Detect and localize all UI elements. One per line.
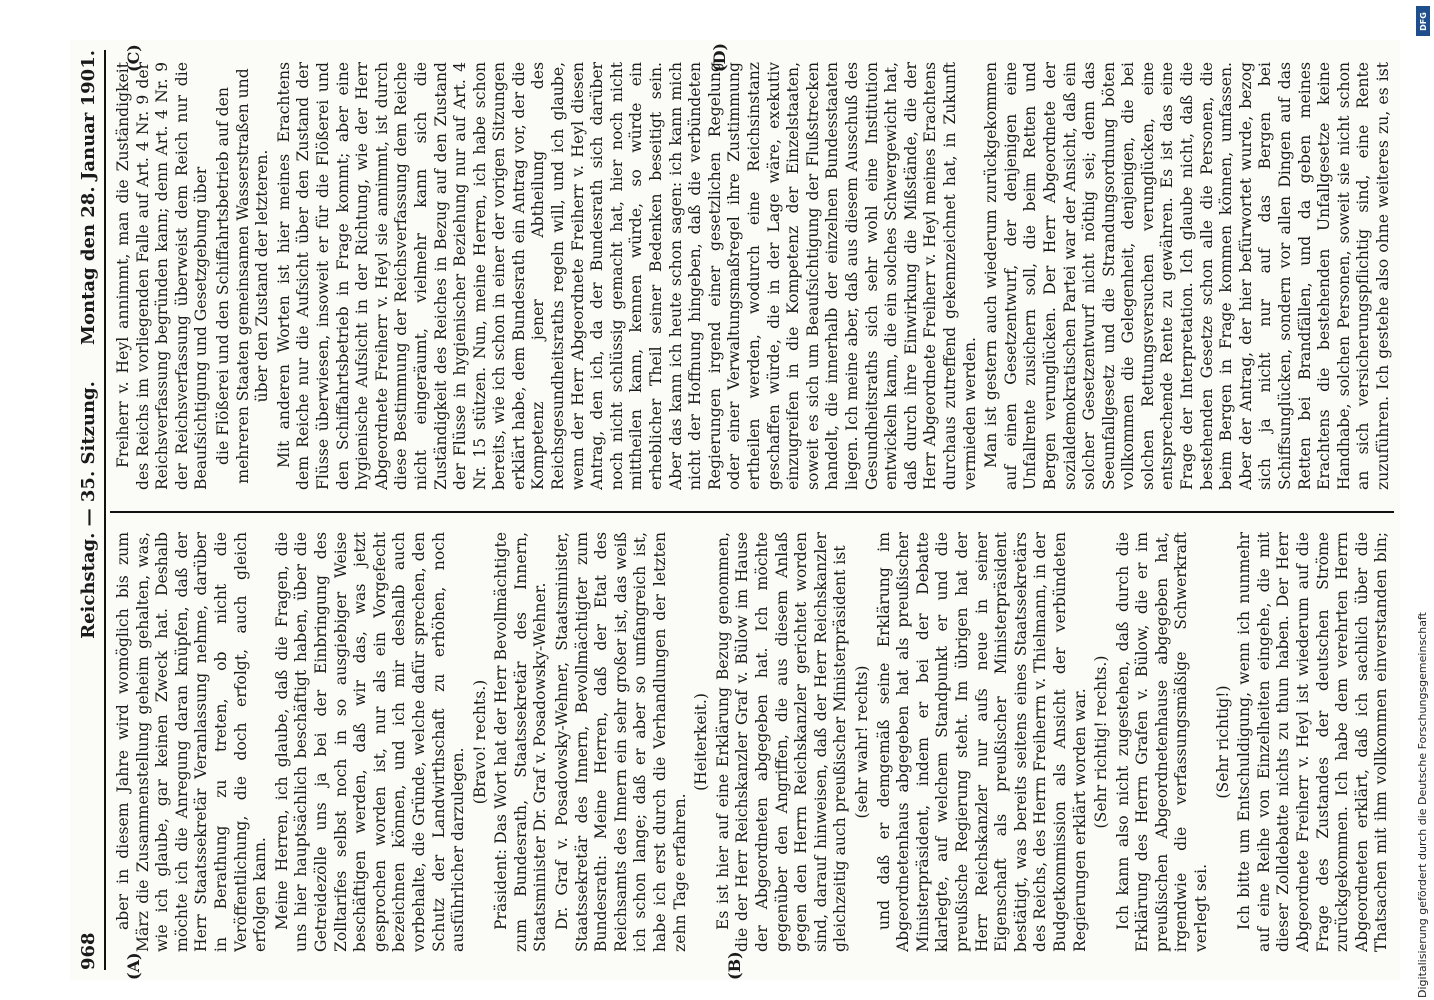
margin-mark-c: (C) (124, 44, 143, 72)
digitization-credit: Digitalisierung gefördert durch die Deutsche Forschungsgemeinschaft (1416, 612, 1429, 998)
dfg-logo: DFG (1416, 6, 1430, 36)
left-column (114, 532, 1392, 952)
paragraph: aber in diesem Jahre wird womöglich bis zum März die Zusammenstellung geheim gehalten, was, wie ich glaube, gar keinen Zweck hat. Deshalb möchte ich die Anregung daran knüpfen, daß der Herr Staatssekretär Veranlassung nehme, darüber in Berathung zu treten, ob nicht die Veröffentlichung, die doch erfolgt, auch gleich erfolgen kann. (114, 532, 270, 952)
right-column (114, 62, 1392, 490)
margin-mark-a: (A) (124, 952, 143, 980)
document-page (70, 40, 1400, 980)
paragraph: Man ist gestern auch wiederum zurückgekommen auf einen Gesetzentwurf, der denjenigen eine Unfallrente zusichern soll, die beim Retten und Bergen verunglücken. Der Herr Abgeordnete der sozialdemokratischen Partei war der Ansicht, daß ein solcher Gesetzentwurf nicht nöthig sei; denn das Seeunfallgesetz und die Strandungsordnung böten vollkommen die Gelegenheit, denjenigen, die bei solchen Rettungsversuchen verunglücken, eine entsprechende Rente zu gewähren. Es ist das eine Frage der Interpretation. Ich glaube nicht, daß die bestehenden Gesetze schon alle die Personen, die beim Bergen in Frage kommen können, umfassen. Aber der Antrag, der hier befürwortet wurde, bezog sich ja nicht nur auf das Bergen bei Schiffsunglücken, sondern vor allen Dingen auf das Retten bei Brandfällen, und da geben meines Erachtens die bestehenden Unfallgesetze keine Handhabe, solchen Personen, soweit sie nicht schon an sich versicherungspflichtig sind, eine Rente zuzuführen. Ich gestehe also ohne weiteres zu, es ist (982, 62, 1392, 490)
interjection: (Sehr richtig!) (1213, 685, 1232, 799)
page-header (74, 50, 106, 970)
paragraph: Meine Herren, ich glaube, daß die Fragen, die uns hier hauptsächlich beschäftigt haben, über die Getreidezölle uns ja bei der Einbringung des Zolltarifes selbst noch in so ausgiebiger Weise beschäftigen werden, daß wir das, was jetzt gesprochen worden ist, nur als ein Vorgefecht bezeichnen können, und ich mir deshalb auch vorbehalte, die Gründe, welche dafür sprechen, den Schutz der Landwirthschaft zu erhöhen, noch ausführlicher darzulegen. (272, 532, 468, 952)
quotation: die Flößerei und den Schiffahrtsbetrieb auf den mehreren Staaten gemeinsamen Wasserstraßen und über den Zustand der letzteren. (213, 68, 272, 484)
column-divider (110, 511, 1394, 513)
paragraph: Präsident: Das Wort hat der Herr Bevollmächtigte zum Bundesrath, Staatssekretär des Innern, Staatsminister Dr. Graf v. Posadowsky-Wehner. (492, 532, 550, 952)
paragraph: Es ist hier auf eine Erklärung Bezug genommen, die der Herr Reichskanzler Graf v. Bülow im Hause der Abgeordneten abgegeben hat. Ich möchte gegenüber den Angriffen, die aus diesem Anlaß gegen den Herrn Reichskanzler gerichtet worden sind, darauf hinweisen, daß der Herr Reichskanzler gleichzeitig auch preußischer Ministerpräsident ist (713, 532, 850, 952)
margin-mark-b: (B) (725, 951, 744, 980)
interjection: (sehr wahr! rechts) (852, 665, 871, 819)
interjection: (Bravo! rechts.) (470, 679, 489, 805)
interjection: (Heiterkeit.) (692, 693, 711, 791)
session-date: Montag den 28. Januar 1901. (78, 50, 99, 345)
page-title: Reichstag. — 35. Sitzung. (78, 381, 99, 639)
paragraph: Ich bitte um Entschuldigung, wenn ich nunmehr auf eine Reihe von Einzelheiten eingehe, die mit dieser Zolldebatte nichts zu thun haben. Der Herr Abgeordnete Freiherr v. Heyl ist wiederum auf die Frage des Zustandes der deutschen Ströme zurückgekommen. Ich habe dem verehrten Herrn Abgeordneten erklärt, daß ich sachlich über die Thatsachen mit ihm vollkommen einverstanden bin; (1235, 532, 1391, 952)
margin-mark-d: (D) (710, 42, 729, 72)
paragraph: Ich kann also nicht zugestehen, daß durch die Erklärung des Herrn Grafen v. Bülow, die er im preußischen Abgeordnetenhause abgegeben hat, irgendwie die verfassungsmäßige Schwerkraft verlegt sei. (1113, 532, 1211, 952)
page-number: 968 (78, 932, 99, 970)
paragraph: und daß er demgemäß seine Erklärung im Abgeordnetenhaus abgegeben hat als preußischer Ministerpräsident, indem er bei der Debatte klarlegte, auf welchem Standpunkt er und die preußische Regierung steht. Im übrigen hat der Herr Reichskanzler nur aufs neue in seiner Eigenschaft als preußischer Ministerpräsident bestätigt, was bereits seitens eines Staatssekretärs des Reichs, des Herrn Freiherrn v. Thielmann, in der Budgetkommission als Ansicht der verbündeten Regierungen erklärt worden war. (874, 532, 1089, 952)
credit-strip (1416, 8, 1434, 998)
paragraph: Freiherr v. Heyl annimmt, man die Zuständigkeit des Reichs im vorliegenden Falle auf Art. 4 Nr. 9 der Reichsverfassung begründen kann; denn Art. 4 Nr. 9 der Reichsverfassung überweist dem Reich nur die Beaufsichtigung und Gesetzgebung über (114, 62, 211, 490)
paragraph: Mit anderen Worten ist hier meines Erachtens dem Reiche nur die Aufsicht über den Zustand der Flüsse überwiesen, insoweit er für die Flößerei und den Schiffahrtsbetrieb in Frage kommt; aber eine hygienische Aufsicht in der Richtung, wie der Herr Abgeordnete Freiherr v. Heyl sie annimmt, ist durch diese Bestimmung der Reichsverfassung dem Reiche nicht eingeräumt, vielmehr kann sich die Zuständigkeit des Reiches in Bezug auf den Zustand der Flüsse in hygienischer Beziehung nur auf Art. 4 Nr. 15 stützen. Nun, meine Herren, ich habe schon bereits, wie ich schon in einer der vorigen Sitzungen erklärt habe, dem Bundesrath ein Antrag vor, der die Kompetenz jener Abtheilung des Reichsgesundheitsraths regeln will, und ich glaube, wenn der Herr Abgeordnete Freiherr v. Heyl diesen Antrag, den ich, da der Bundesrath sich darüber noch nicht schlüssig gemacht hat, hier noch nicht mittheilen kann, kennen würde, so würde ein erheblicher Theil seiner Bedenken beseitigt sein. Aber das kann ich heute schon sagen: ich kann mich nicht der Hoffnung hingeben, daß die verbündeten Regierungen irgend einer gesetzlichen Regelung oder einer Verwaltungsmaßregel ihre Zustimmung ertheilen werden, wodurch eine Reichsinstanz geschaffen würde, die in der Lage wäre, exekutiv einzugreifen in die Kompetenz der Einzelstaaten, soweit es sich um Beaufsichtigung der Flußstrecken handelt, die innerhalb der einzelnen Bundesstaaten liegen. Ich meine aber, daß aus diesem Ausschuß des Gesundheitsraths sich sehr wohl eine Institution entwickeln kann, die ein solches Schwergewicht hat, daß durch ihre Einwirkung die Mißstände, die der Herr Abgeordnete Freiherr v. Heyl meines Erachtens durchaus zutreffend gekennzeichnet hat, in Zukunft vermieden werden. (274, 62, 979, 490)
interjection: (Sehr richtig! rechts.) (1092, 655, 1111, 829)
paragraph: Dr. Graf v. Posadowsky-Wehner, Staatsminister, Staatssekretär des Innern, Bevollmächtigter zum Bundesrath: Meine Herren, daß der Etat des Reichsamts des Innern ein sehr großer ist, das weiß ich schon lange; daß er aber so umfangreich ist, habe ich erst durch die Verhandlungen der letzten zehn Tage erfahren. (553, 532, 689, 952)
